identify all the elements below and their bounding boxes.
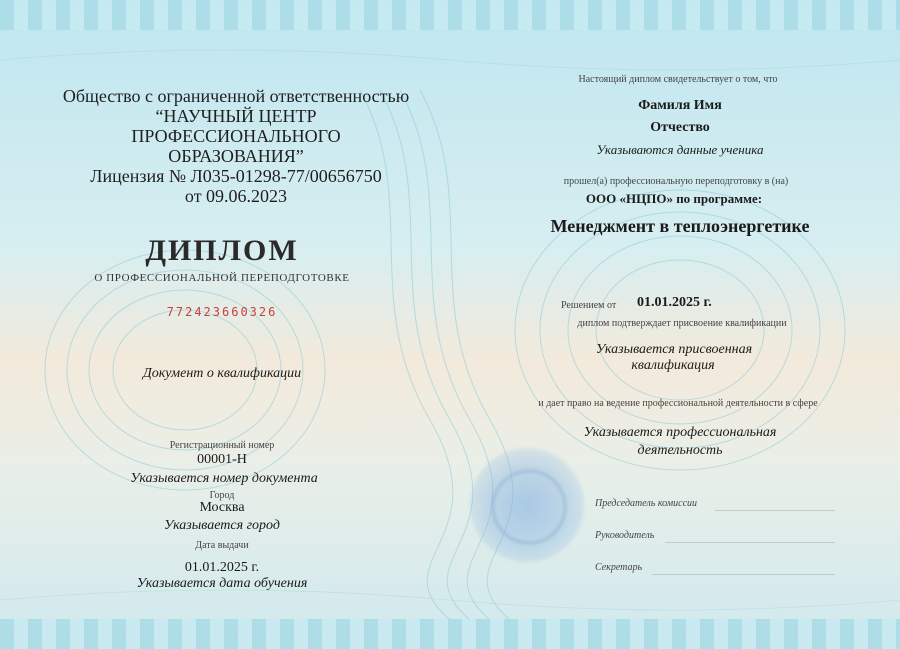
intro-text: Настоящий диплом свидетельствует о том, что (578, 74, 778, 85)
city-hint: Указывается город (164, 518, 280, 533)
right-to-text: и дает право на ведение профессиональной деятельности в сфере (538, 398, 818, 409)
registration-label: Регистрационный номер (169, 440, 275, 451)
chair-label: Председатель комиссии (595, 498, 698, 509)
head-signature-line (665, 542, 835, 543)
qualification-line-2: квалификация (631, 358, 715, 373)
issuer-line-4: ОБРАЗОВАНИЯ” (168, 146, 304, 166)
passed-text: прошел(а) профессиональную переподготовку в (на) (563, 176, 789, 187)
issuer-line-2: “НАУЧНЫЙ ЦЕНТР (155, 106, 317, 126)
decision-label: Решением от (561, 300, 617, 311)
issue-date-label: Дата выдачи (195, 540, 249, 551)
org-program-text: ООО «НЦПО» по программе: (585, 191, 763, 206)
registration-hint: Указывается номер документа (130, 471, 318, 486)
license-number: Лицензия № Л035-01298-77/00656750 (90, 166, 382, 186)
sphere-line-1: Указывается профессиональная (583, 425, 777, 440)
issuer-line-1: Общество с ограниченной ответственностью (62, 86, 410, 106)
student-patronymic: Отчество (650, 120, 710, 135)
diploma-title: ДИПЛОМ (145, 234, 299, 267)
issue-date-hint: Указывается дата обучения (136, 576, 308, 591)
student-hint: Указываются данные ученика (596, 142, 764, 157)
student-name: Фамиля Имя (638, 98, 722, 113)
license-date: от 09.06.2023 (184, 186, 288, 206)
document-type: Документ о квалификации (142, 366, 302, 381)
seal-ring (492, 470, 566, 544)
qualification-line-1: Указывается присвоенная (595, 342, 753, 357)
diploma-serial-number: 772423660326 (166, 305, 278, 319)
issuer-line-3: ПРОФЕССИОНАЛЬНОГО (131, 126, 341, 146)
program-name: Менеджмент в теплоэнергетике (550, 216, 810, 236)
city-value: Москва (199, 500, 245, 515)
sphere-line-2: деятельность (637, 443, 723, 458)
decorative-band-bottom (0, 619, 900, 649)
issuer-block (63, 86, 409, 206)
head-label: Руководитель (595, 530, 655, 541)
chair-signature-line (715, 510, 835, 511)
confirms-text: диплом подтверждает присвоение квалификации (577, 318, 787, 329)
decorative-band-top (0, 0, 900, 30)
issue-date-value: 01.01.2025 г. (184, 560, 260, 575)
diploma-subtitle: О ПРОФЕССИОНАЛЬНОЙ ПЕРЕПОДГОТОВКЕ (94, 272, 350, 284)
round-seal (470, 448, 584, 562)
secretary-signature-line (652, 574, 835, 575)
decision-date: 01.01.2025 г. (637, 295, 712, 310)
registration-value: 00001-Н (197, 452, 247, 467)
secretary-label: Секретарь (595, 562, 643, 573)
city-label: Город (209, 490, 235, 501)
